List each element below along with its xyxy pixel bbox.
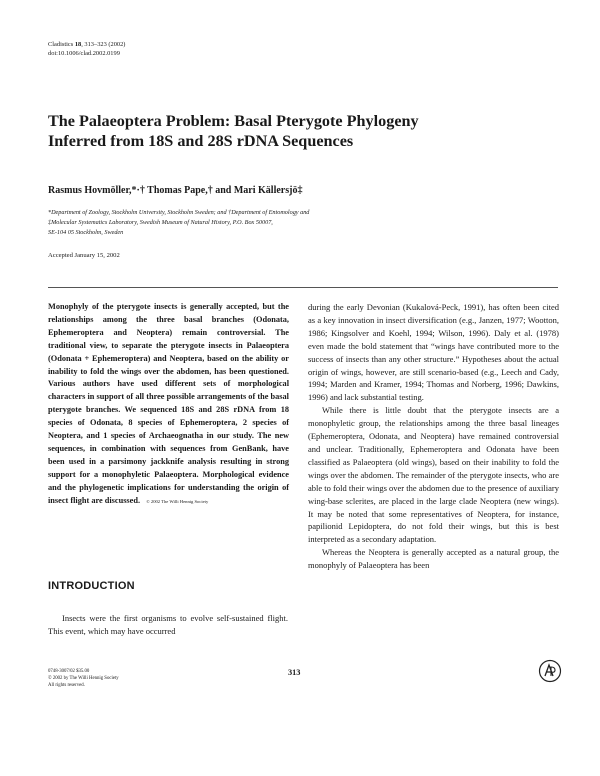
article-title: [48, 111, 518, 151]
page-range: , 313–323 (2002): [81, 41, 126, 48]
body-paragraph-1: during the early Devonian (Kukalová-Peck, 1991), has often been cited as a key innovation in insect diversification (e.g., Janzen, 1977; Wootton, 1986; Kingsolver and Koehl, 1994; Wilson, 1996). Daly et al. (1978) even made the bold statement that “wings have contributed more to the success of insects than any other structure.” Hypotheses about the actual origin of wings, however, are still scenario-based (e.g., Leech and Cady, 1994; Marden and Kramer, 1994; Thomas and Norberg, 1996; Dawkins, 1996) and lack substantial testing.: [308, 302, 559, 403]
intro-paragraph-block: [48, 612, 288, 638]
affiliation: [48, 208, 408, 238]
right-column-body: [308, 301, 559, 572]
affiliation-line-1: *Department of Zoology, Stockholm University, Stockholm Sweden; and †Department of Entomology and: [48, 209, 310, 216]
publisher-logo-icon: [538, 659, 562, 683]
intro-paragraph: Insects were the first organisms to evolve self-sustained flight. This event, which may have occurred: [48, 613, 288, 636]
footer-issn: 0748-3007/02 $35.00: [48, 669, 90, 674]
journal-name: Cladistics: [48, 41, 74, 48]
page-number: 313: [288, 668, 301, 677]
abstract: [48, 301, 289, 509]
accepted-date: Accepted January 15, 2002: [48, 252, 120, 259]
affiliation-line-3: SE-104 05 Stockholm, Sweden: [48, 229, 124, 236]
body-paragraph-3: Whereas the Neoptera is generally accepted as a natural group, the monophyly of Palaeoptera has been: [308, 547, 559, 571]
doi: doi:10.1006/clad.2002.0199: [48, 50, 120, 57]
affiliation-line-2: ‡Molecular Systematics Laboratory, Swedish Museum of Natural History, P.O. Box 50007,: [48, 219, 273, 226]
body-paragraph-2: While there is little doubt that the pterygote insects are a monophyletic group, the relationships among the three basal lineages (Ephemeroptera, Odonata, and Neoptera) have remained controversial and unclear. Traditionally, Ephemeroptera and Odonata have been classified as Palaeoptera (old wings), based on their inability to fold the wings over the abdomen. The remainder of the pterygote insects, who are able to fold their wings over the abdomen due to the presence of auxiliary wing-base sclerites, are placed in the large clade Neoptera (new wings). It may be noted that some representatives of Neoptera, for instance, papilionid Lepidoptera, do not fold their wings, but this is best interpreted as a secondary adaptation.: [308, 405, 559, 545]
footer-copyright: [48, 668, 119, 689]
volume-number: 18: [74, 41, 82, 48]
citation-line: [48, 40, 125, 49]
abstract-copyright: © 2002 The Willi Hennig Society: [146, 498, 209, 504]
title-line-2: Inferred from 18S and 28S rDNA Sequences: [48, 132, 354, 150]
author-list: Rasmus Hovmöller,*·† Thomas Pape,† and Mari Källersjö‡: [48, 185, 303, 196]
footer-society: © 2002 by The Willi Hennig Society: [48, 676, 119, 681]
citation-header: [48, 40, 125, 58]
footer-rights: All rights reserved.: [48, 683, 85, 688]
title-line-1: The Palaeoptera Problem: Basal Pterygote Phylogeny: [48, 112, 419, 130]
abstract-text: Monophyly of the pterygote insects is generally accepted, but the relationships among the three basal branches (Odonata, Ephemeroptera and Neoptera) remain controversial. The traditional view, to separate the pterygote insects in Palaeoptera (Odonata + Ephemeroptera) and Neoptera, based on the ability or inability to fold the wings over the abdomen, has been questioned. Various authors have used different sets of morphological characters in support of all three possible arrangements of the basal pterygote branches. We sequenced 18S and 28S rDNA from 18 species of Odonata, 8 species of Ephemeroptera, 2 species of Neoptera, and 1 species of Archaeognatha in our study. The new sequences, in combination with sequences from GenBank, have been used in a parsimony jackknife analysis resulting in strong support for a monophyletic Palaeoptera. Morphological evidence and the phylogenetic implications for understanding the origin of insect flight are discussed.: [48, 302, 289, 505]
header-divider: [48, 287, 558, 288]
section-heading-introduction: INTRODUCTION: [48, 580, 135, 592]
